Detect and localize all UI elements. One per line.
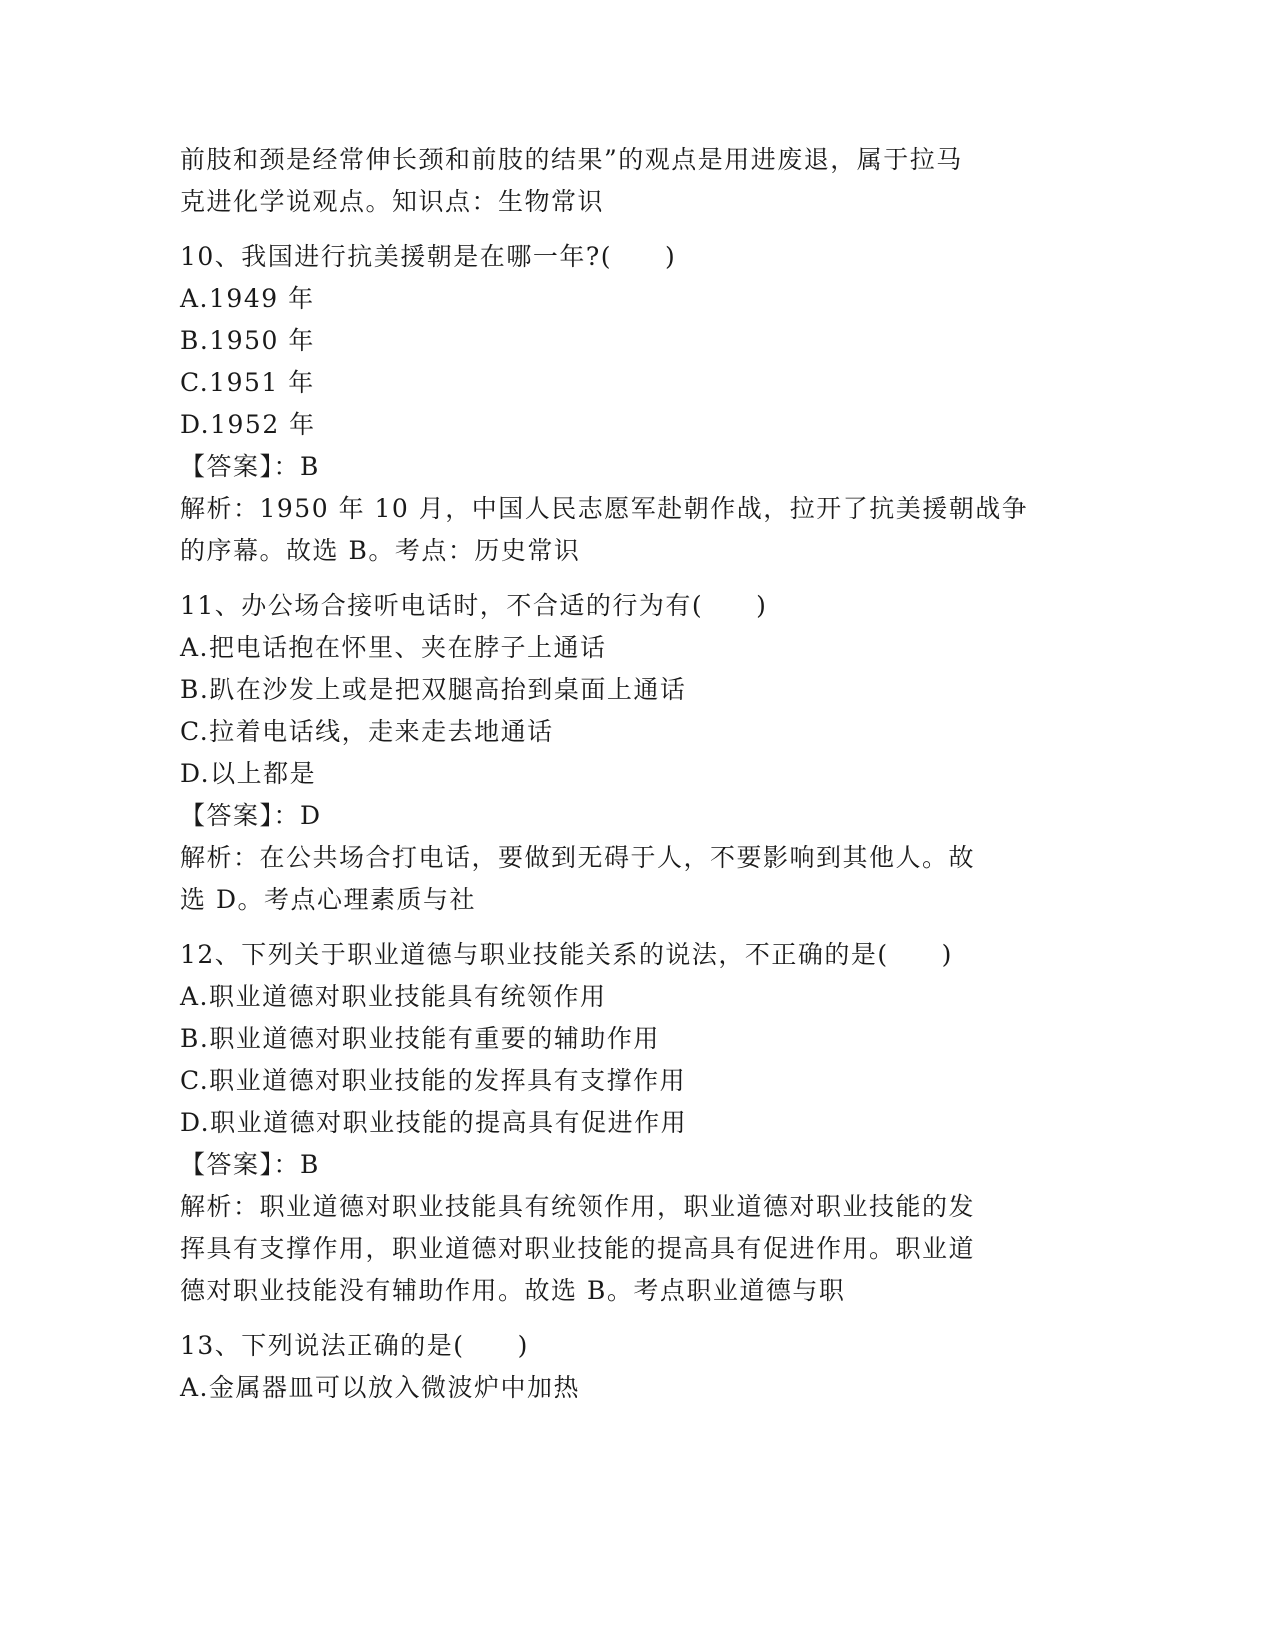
previous-analysis	[180, 139, 1080, 223]
analysis-line: 的序幕。故选 B。考点：历史常识	[180, 536, 581, 565]
analysis-line: 德对职业技能没有辅助作用。故选 B。考点职业道德与职	[180, 1276, 846, 1305]
question-11	[180, 585, 1080, 921]
question-stem: 13、下列说法正确的是( )	[180, 1331, 529, 1360]
question-13	[180, 1325, 1080, 1409]
option-a: A.1949 年	[180, 284, 315, 313]
question-12	[180, 934, 1080, 1312]
answer-label: 【答案】：B	[180, 452, 320, 481]
question-10	[180, 236, 1080, 572]
option-c: C.1951 年	[180, 368, 315, 397]
answer-label: 【答案】：B	[180, 1150, 320, 1179]
option-c: C.职业道德对职业技能的发挥具有支撑作用	[180, 1066, 687, 1095]
document-content	[180, 139, 1080, 1409]
analysis-line: 克进化学说观点。知识点：生物常识	[180, 187, 605, 216]
option-d: D.1952 年	[180, 410, 316, 439]
analysis-line: 前肢和颈是经常伸长颈和前肢的结果”的观点是用进废退，属于拉马	[180, 145, 963, 174]
option-a: A.金属器皿可以放入微波炉中加热	[180, 1373, 581, 1402]
analysis-line: 解析：1950 年 10 月，中国人民志愿军赴朝作战，拉开了抗美援朝战争	[180, 494, 1029, 523]
analysis-line: 选 D。考点心理素质与社	[180, 885, 476, 914]
option-b: B.职业道德对职业技能有重要的辅助作用	[180, 1024, 660, 1053]
analysis-line: 解析：在公共场合打电话，要做到无碍于人，不要影响到其他人。故	[180, 843, 976, 872]
analysis-line: 挥具有支撑作用，职业道德对职业技能的提高具有促进作用。职业道	[180, 1234, 976, 1263]
answer-label: 【答案】：D	[180, 801, 322, 830]
question-stem: 11、办公场合接听电话时，不合适的行为有( )	[180, 591, 768, 620]
option-b: B.1950 年	[180, 326, 315, 355]
option-a: A.职业道德对职业技能具有统领作用	[180, 982, 607, 1011]
option-d: D.职业道德对职业技能的提高具有促进作用	[180, 1108, 688, 1137]
option-b: B.趴在沙发上或是把双腿高抬到桌面上通话	[180, 675, 687, 704]
analysis-line: 解析：职业道德对职业技能具有统领作用，职业道德对职业技能的发	[180, 1192, 976, 1221]
question-stem: 12、下列关于职业道德与职业技能关系的说法，不正确的是( )	[180, 940, 953, 969]
option-d: D.以上都是	[180, 759, 317, 788]
option-c: C.拉着电话线，走来走去地通话	[180, 717, 554, 746]
question-stem: 10、我国进行抗美援朝是在哪一年?( )	[180, 242, 677, 271]
option-a: A.把电话抱在怀里、夹在脖子上通话	[180, 633, 607, 662]
